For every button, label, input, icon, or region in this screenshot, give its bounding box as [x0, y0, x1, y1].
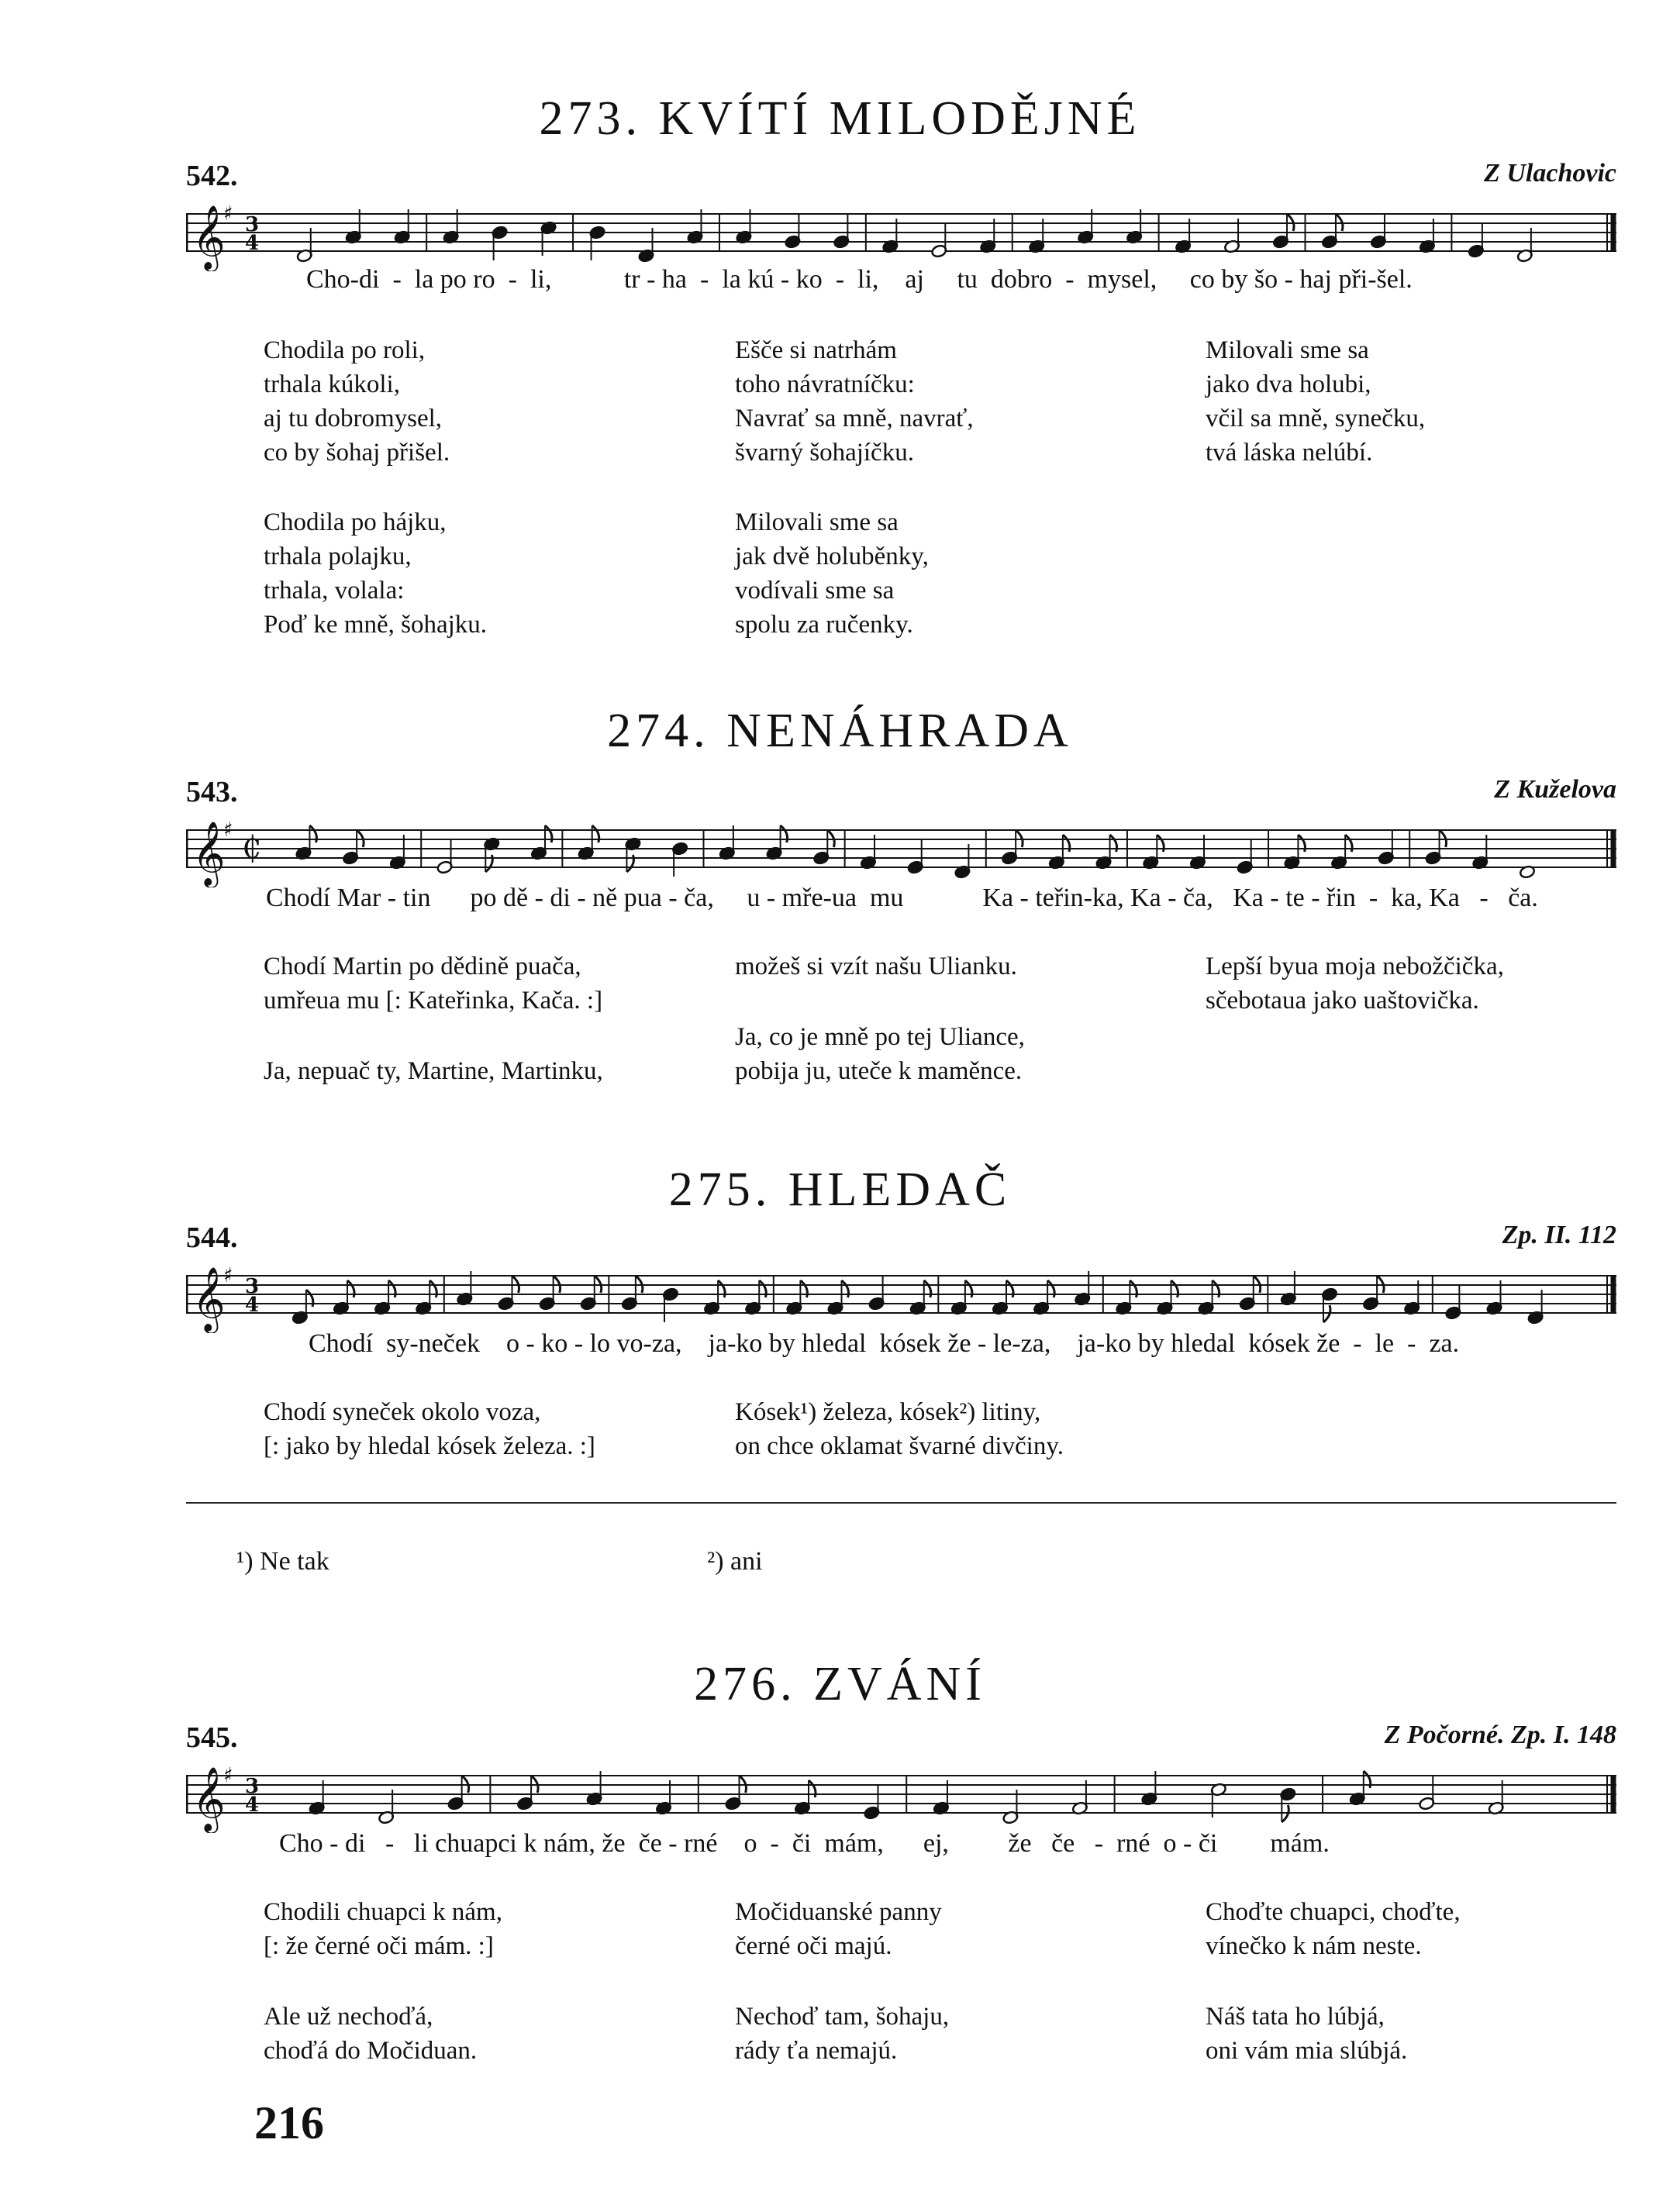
stanza: Ešče si natrhám toho návratníčku: Navrať sa mně, navrať, švarný šohajíčku.: [735, 336, 974, 467]
stanza: Milovali sme sa jak dvě holuběnky, vodívali sme sa spolu za ručenky.: [735, 508, 929, 639]
stanza: možeš si vzít našu Ulianku.: [735, 953, 1017, 980]
treble-clef-icon: 𝄞: [192, 1266, 226, 1331]
key-signature-sharp-icon: ♯: [223, 1264, 233, 1287]
time-signature-icon: 4: [245, 1294, 260, 1317]
footnote: ¹) Ne tak: [236, 1547, 329, 1576]
stanza: Milovali sme sa jako dva holubi, včil sa mně, synečku, tvá láska nelúbí.: [1206, 336, 1426, 467]
stanza: Chodila po hájku, trhala polajku, trhala, volala: Poď ke mně, šohajku.: [264, 508, 488, 639]
treble-clef-icon: 𝄞: [192, 820, 226, 885]
time-signature-icon: 3: [245, 213, 260, 236]
cut-time-icon: ₵: [242, 830, 262, 866]
page-number: 216: [254, 2097, 324, 2148]
stanza: Chodí syneček okolo voza, [: jako by hledal kósek železa. :]: [264, 1398, 595, 1460]
melody-number: 543.: [186, 776, 238, 808]
song-source: Z Počorné. Zp. I. 148: [1384, 1721, 1616, 1749]
song-title: 273. KVÍTÍ MILODĚJNÉ: [539, 92, 1141, 145]
key-signature-sharp-icon: ♯: [223, 1764, 233, 1787]
time-signature-icon: 3: [245, 1275, 260, 1298]
lyrics-underlay: Cho-di - la po ro - li, tr - ha - la kú - ko - li, aj tu dobro - mysel, co by šo - haj při-šel.: [306, 265, 1413, 294]
music-staff: [186, 194, 1616, 271]
melody-number: 545.: [186, 1721, 238, 1754]
stanza: Chodila po roli, trhala kúkoli, aj tu dobromysel, co by šohaj přišel.: [264, 336, 450, 467]
stanza: Chodili chuapci k nám, [: že černé oči mám. :]: [264, 1898, 502, 1960]
lyrics-underlay: Chodí Mar - tin po dě - di - ně pua - ča, u - mře-ua mu Ka - teřin-ka, Ka - ča, Ka - te - řin - ka, Ka - ča.: [266, 884, 1538, 912]
stanza: Nechoď tam, šohaju, rády ťa nemajú.: [735, 2003, 950, 2065]
time-signature-icon: 4: [245, 1793, 260, 1817]
treble-clef-icon: 𝄞: [192, 204, 226, 269]
music-staff: [186, 1755, 1616, 1833]
song-source: Z Ulachovic: [1484, 159, 1616, 188]
song-source: Z Kuželova: [1494, 775, 1616, 804]
music-staff: [186, 1256, 1616, 1333]
key-signature-sharp-icon: ♯: [223, 818, 233, 842]
stanza: Kósek¹) železa, kósek²) litiny, on chce oklamat švarné divčiny.: [735, 1398, 1064, 1460]
stanza: Ja, co je mně po tej Uliance, pobija ju, uteče k maměnce.: [735, 1023, 1025, 1085]
footnote: ²) ani: [707, 1547, 763, 1576]
song-title: 274. NENÁHRADA: [607, 705, 1073, 757]
melody-number: 544.: [186, 1221, 238, 1254]
stanza: Ja, nepuač ty, Martine, Martinku,: [264, 1057, 603, 1085]
song-source: Zp. II. 112: [1502, 1221, 1616, 1249]
melody-number: 542.: [186, 160, 238, 192]
music-staff: [186, 810, 1616, 887]
song-title: 276. ZVÁNÍ: [694, 1658, 986, 1711]
time-signature-icon: 4: [245, 232, 260, 255]
stanza: Močiduanské panny černé oči majú.: [735, 1898, 942, 1960]
treble-clef-icon: 𝄞: [192, 1766, 226, 1831]
stanza: Ale už nechoďá, choďá do Močiduan.: [264, 2003, 478, 2065]
song-title: 275. HLEDAČ: [668, 1163, 1012, 1216]
lyrics-underlay: Cho - di - li chuapci k nám, že če - rné o - či mám, ej, že če - rné o - či mám.: [279, 1829, 1330, 1858]
footnote-divider: [186, 1502, 1616, 1504]
stanza: Lepší byua moja nebožčička, sčebotaua jako uaštovička.: [1206, 953, 1504, 1015]
stanza: Náš tata ho lúbjá, oni vám mia slúbjá.: [1206, 2003, 1408, 2065]
time-signature-icon: 3: [245, 1775, 260, 1798]
stanza: Choďte chuapci, choďte, vínečko k nám neste.: [1206, 1898, 1461, 1960]
stanza: Chodí Martin po dědině puača, umřeua mu [: Kateřinka, Kača. :]: [264, 953, 603, 1015]
key-signature-sharp-icon: ♯: [223, 202, 233, 226]
lyrics-underlay: Chodí sy-neček o - ko - lo vo-za, ja-ko by hledal kósek že - le-za, ja-ko by hledal kósek že - le - za.: [309, 1329, 1460, 1358]
